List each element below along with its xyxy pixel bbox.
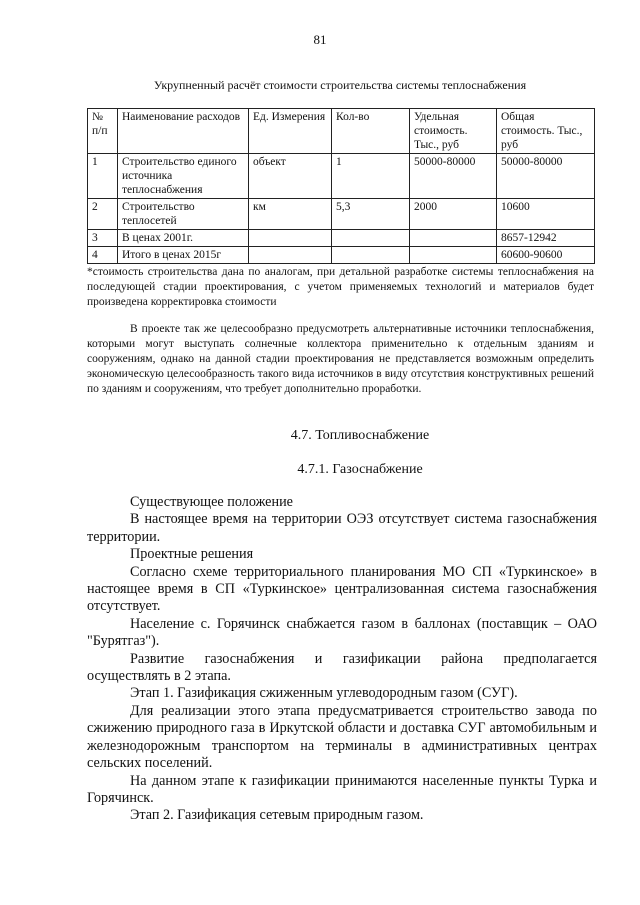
- paragraph: Проектные решения: [130, 546, 254, 563]
- section-heading-fuel-supply: 4.7. Топливоснабжение: [290, 428, 430, 443]
- table-cell: 3: [88, 230, 118, 247]
- table-cell: 4: [88, 247, 118, 264]
- table-header-cell: Удельная стоимость. Тыс., руб: [410, 109, 497, 154]
- table-row: [88, 247, 595, 264]
- table-cell: [249, 230, 332, 247]
- gas-supply-text: [87, 494, 597, 825]
- table-cell: [249, 247, 332, 264]
- table-row: [88, 154, 595, 199]
- paragraph: Этап 1. Газификация сжиженным углеводородным газом (СУГ).: [130, 685, 518, 702]
- table-cell: Строительство единого источника теплоснабжения: [118, 154, 249, 199]
- table-cell: [410, 230, 497, 247]
- table-cell: Строительство теплосетей: [118, 199, 249, 230]
- table-cell: 8657-12942: [497, 230, 595, 247]
- table-header-row: [88, 109, 595, 154]
- paragraph: Согласно схеме территориального планирования МО СП «Туркинское» в настоящее время в СП «Туркинское» централизованная система газоснабжения отсутствует.: [87, 563, 597, 615]
- page-number: 81: [313, 32, 327, 47]
- table-cell: 1: [88, 154, 118, 199]
- subsection-heading-gas-supply: 4.7.1. Газоснабжение: [297, 462, 423, 477]
- paragraph: На данном этапе к газификации принимаются населенные пункты Турка и Горячинск.: [87, 772, 597, 806]
- table-header-cell: № п/п: [88, 109, 118, 154]
- table-row: [88, 230, 595, 247]
- paragraph: Для реализации этого этапа предусматривается строительство завода по сжижению природного газа в Иркутской области и доставка СУГ автомобильным и железнодорожным транспортом на терминалы в административных центрах сельских поселений.: [87, 702, 597, 772]
- table-cell: 2: [88, 199, 118, 230]
- table-cell: 50000-80000: [410, 154, 497, 199]
- table-cell: 50000-80000: [497, 154, 595, 199]
- paragraph: Развитие газоснабжения и газификации района предполагается осуществлять в 2 этапа.: [87, 650, 597, 685]
- alternative-sources-paragraph: В проекте так же целесообразно предусмотреть альтернативные источники теплоснабжения, которыми могут выступать солнечные коллектора применительно к отдельным зданиям и сооружениям, однако на данной стадии проектирования не представляется возможным определить экономическую целесообразность такого вида источников в виду отсутствия конструктивных решений по зданиям и сооружениям, что требует дополнительно проработки.: [87, 323, 594, 395]
- table-header-cell: Наименование расходов: [118, 109, 249, 154]
- table-cell: 2000: [410, 199, 497, 230]
- table-header-cell: Общая стоимость. Тыс., руб: [497, 109, 595, 154]
- table-cell: Итого в ценах 2015г: [118, 247, 249, 264]
- table-cell: 5,3: [332, 199, 410, 230]
- table-cell: объект: [249, 154, 332, 199]
- table-cell: 10600: [497, 199, 595, 230]
- paragraph: Существующее положение: [130, 494, 293, 510]
- table-header-cell: Ед. Измерения: [249, 109, 332, 154]
- table-cell: 60600-90600: [497, 247, 595, 264]
- paragraph: В настоящее время на территории ОЭЗ отсутствует система газоснабжения территории.: [87, 511, 597, 545]
- table-header-cell: Кол-во: [332, 109, 410, 154]
- table-footnote: *стоимость строительства дана по аналогам, при детальной разработке системы теплоснабжения на последующей стадии проектирования, с учетом применяемых технологий и материалов будет произведена корректировка стоимости: [87, 266, 594, 308]
- table-cell: [410, 247, 497, 264]
- paragraph: Этап 2. Газификация сетевым природным газом.: [130, 807, 424, 824]
- table-row: [88, 199, 595, 230]
- table-cell: [332, 230, 410, 247]
- paragraph: Население с. Горячинск снабжается газом в баллонах (поставщик – ОАО "Бурятгаз").: [87, 615, 597, 650]
- table-cell: км: [249, 199, 332, 230]
- table-cell: В ценах 2001г.: [118, 230, 249, 247]
- cost-table: [87, 108, 595, 264]
- table-cell: 1: [332, 154, 410, 199]
- table-title: Укрупненный расчёт стоимости строительства системы теплоснабжения: [153, 78, 527, 92]
- table-cell: [332, 247, 410, 264]
